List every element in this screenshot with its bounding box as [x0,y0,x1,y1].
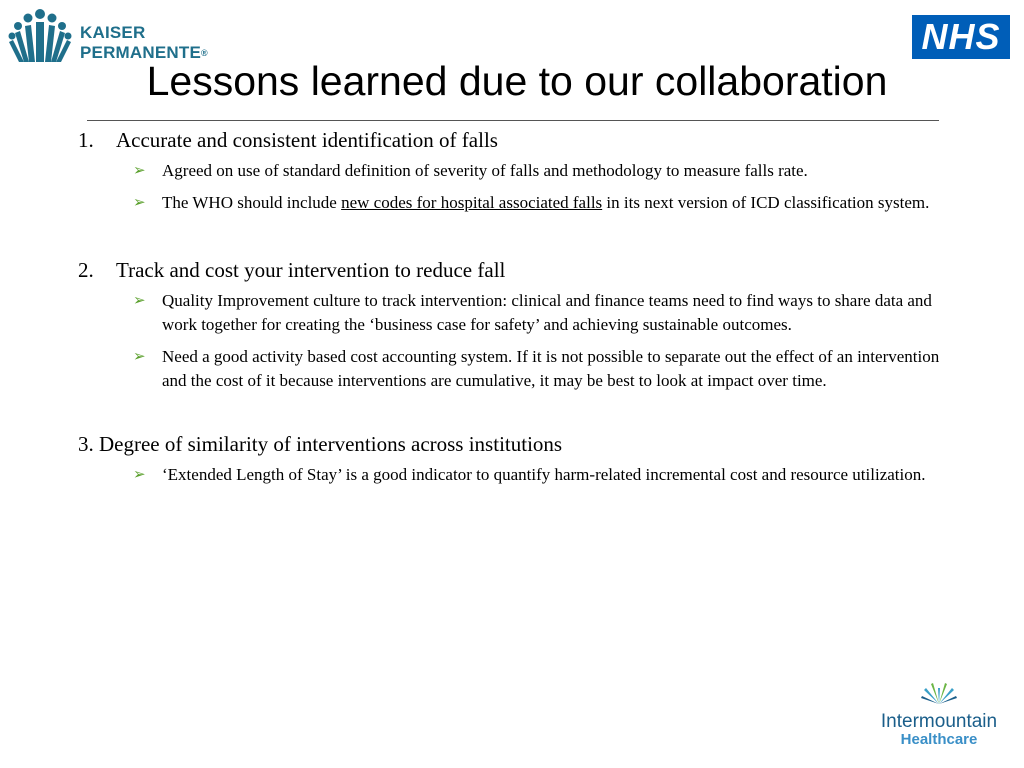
intermountain-subtitle: Healthcare [900,731,978,748]
section-heading-text: Track and cost your intervention to reduce fall [116,258,506,282]
section-number: 2. [78,258,94,282]
list-item [78,191,958,215]
section-1 [78,127,958,215]
bullet-text: ‘Extended Length of Stay’ is a good indicator to quantify harm-related incremental cost and resource utilization. [162,465,926,484]
arrow-bullet-icon: ➢ [133,163,146,179]
slide-title: Lessons learned due to our collaboration [146,58,888,104]
nhs-logo-text: NHS [921,16,1001,57]
icd-codes-link[interactable]: new codes for hospital associated falls [341,193,603,212]
list-item [78,463,958,487]
list-item [78,289,958,337]
kaiser-line-1: KAISER [80,23,146,42]
section-3 [78,431,958,487]
arrow-bullet-icon: ➢ [133,467,146,483]
bullet-text-pre: The WHO should include [162,193,342,212]
title-divider [87,120,939,121]
arrow-bullet-icon: ➢ [133,195,146,211]
arrow-bullet-icon: ➢ [133,293,146,309]
section-heading [78,127,958,153]
arrow-bullet-icon: ➢ [133,349,146,365]
bullet-text-post: in its next version of ICD classification system. [602,193,930,212]
section-heading [78,257,958,283]
bullet-text: Need a good activity based cost accounting system. If it is not possible to separate out the effect of an intervention and the cost of it because interventions are cumulative, it may be best to look at impact over time. [162,347,940,390]
kaiser-line-2: PERMANENTE [80,43,202,62]
list-item [78,159,958,183]
section-heading-text: 3. Degree of similarity of interventions across institutions [78,432,563,456]
intermountain-name: Intermountain [880,711,998,732]
intermountain-healthcare-logo [864,678,1014,748]
slide-content [78,127,958,495]
list-item [78,345,958,393]
registered-mark: ® [201,48,208,58]
nhs-logo [912,15,1010,59]
bullet-text: Agreed on use of standard definition of severity of falls and methodology to measure falls rate. [162,161,808,180]
intermountain-leaf-icon [919,678,959,706]
kaiser-people-icon [8,8,72,64]
section-heading-text: Accurate and consistent identification of falls [116,128,498,152]
bullet-text: Quality Improvement culture to track intervention: clinical and finance teams need to find ways to share data and work together for creating the ‘business case for safety’ and achieving sustainable outcomes. [162,291,932,334]
section-2 [78,257,958,393]
section-number: 1. [78,128,94,152]
